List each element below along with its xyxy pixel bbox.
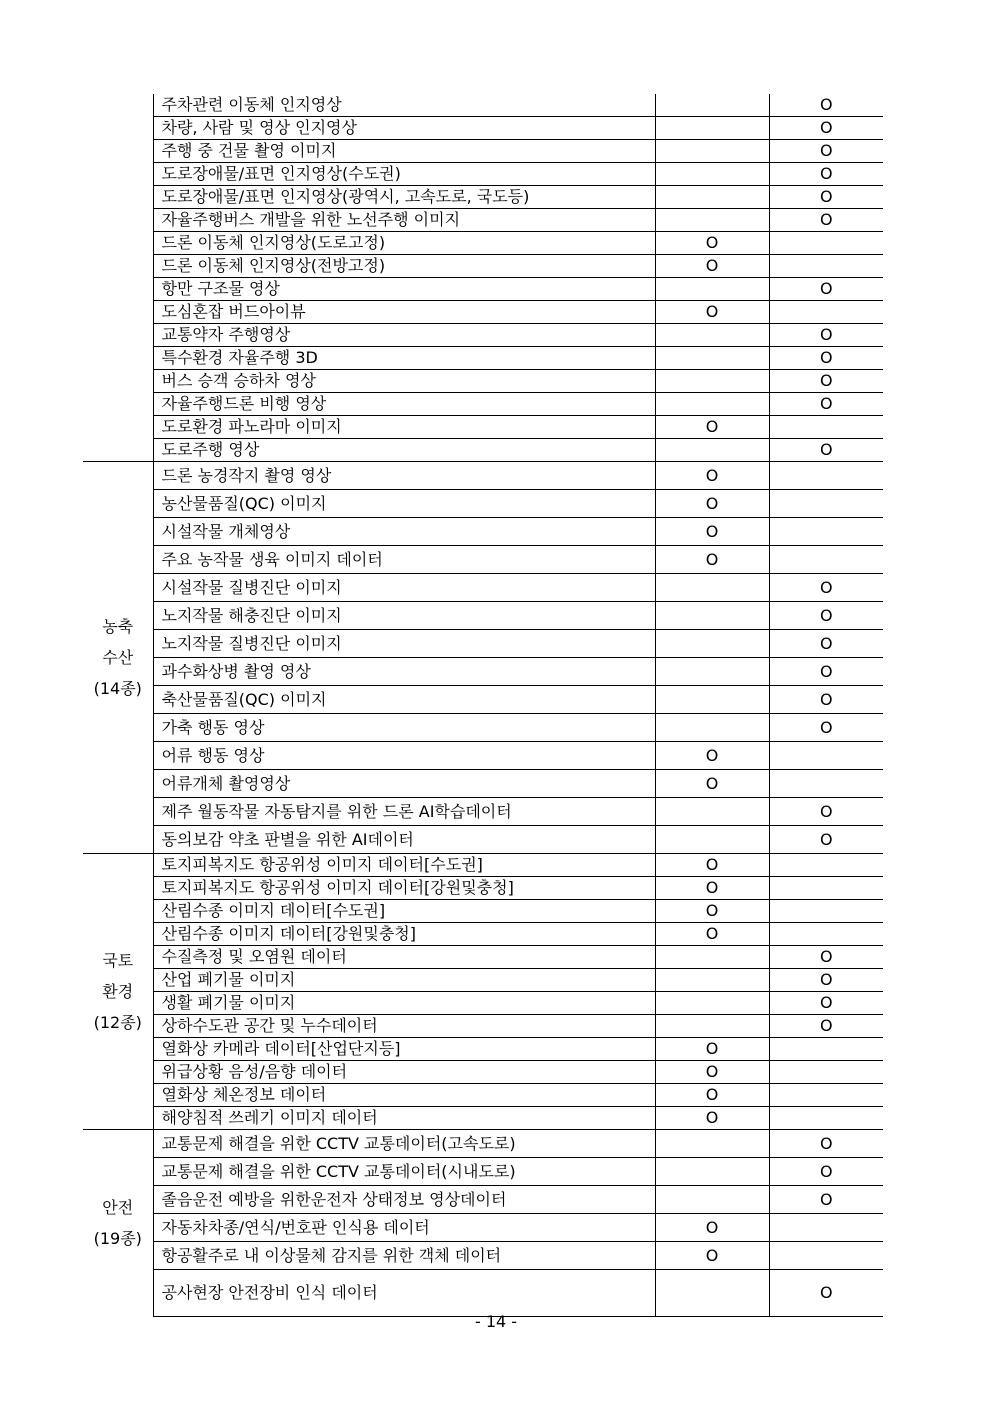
- table-row: [83, 462, 883, 490]
- mark-col-2: O: [769, 140, 883, 163]
- mark-col-1: [655, 686, 769, 714]
- mark-col-2: [769, 877, 883, 900]
- table-row: [83, 877, 883, 900]
- mark-col-1: [655, 602, 769, 630]
- dataset-name: 도로주행 영상: [153, 439, 655, 462]
- page-number: - 14 -: [474, 1312, 518, 1331]
- mark-col-1: [655, 658, 769, 686]
- mark-col-1: O: [655, 1084, 769, 1107]
- mark-col-2: [769, 255, 883, 278]
- table-row: [83, 324, 883, 347]
- mark-col-1: O: [655, 546, 769, 574]
- mark-col-1: [655, 324, 769, 347]
- table-row: [83, 1158, 883, 1186]
- mark-col-2: [769, 742, 883, 770]
- table-row: [83, 370, 883, 393]
- mark-col-2: [769, 900, 883, 923]
- mark-col-2: O: [769, 393, 883, 416]
- mark-col-2: O: [769, 347, 883, 370]
- dataset-name: 자동차차종/연식/번호판 인식용 데이터: [153, 1214, 655, 1242]
- dataset-name: 동의보감 약초 판별을 위한 AI데이터: [153, 826, 655, 854]
- dataset-name: 제주 월동작물 자동탐지를 위한 드론 AI학습데이터: [153, 798, 655, 826]
- mark-col-1: [655, 1158, 769, 1186]
- table-row: [83, 1015, 883, 1038]
- dataset-name: 교통약자 주행영상: [153, 324, 655, 347]
- mark-col-1: [655, 992, 769, 1015]
- mark-col-2: O: [769, 186, 883, 209]
- dataset-name: 버스 승객 승하차 영상: [153, 370, 655, 393]
- mark-col-1: [655, 94, 769, 117]
- category-cell: [83, 1130, 153, 1317]
- mark-col-2: O: [769, 1158, 883, 1186]
- dataset-name: 교통문제 해결을 위한 CCTV 교통데이터(고속도로): [153, 1130, 655, 1158]
- dataset-name: 축산물품질(QC) 이미지: [153, 686, 655, 714]
- dataset-name: 열화상 체온정보 데이터: [153, 1084, 655, 1107]
- mark-col-2: O: [769, 1186, 883, 1214]
- dataset-name: 주행 중 건물 촬영 이미지: [153, 140, 655, 163]
- table-row: [83, 1214, 883, 1242]
- table-row: [83, 969, 883, 992]
- dataset-name: 도로장애물/표면 인지영상(광역시, 고속도로, 국도등): [153, 186, 655, 209]
- mark-col-1: [655, 714, 769, 742]
- table-row: [83, 900, 883, 923]
- dataset-name: 졸음운전 예방을 위한운전자 상태정보 영상데이터: [153, 1186, 655, 1214]
- dataset-table: [83, 94, 883, 1317]
- table-row: [83, 518, 883, 546]
- mark-col-1: O: [655, 742, 769, 770]
- mark-col-1: O: [655, 462, 769, 490]
- dataset-name: 산림수종 이미지 데이터[강원및충청]: [153, 923, 655, 946]
- dataset-name: 드론 농경작지 촬영 영상: [153, 462, 655, 490]
- mark-col-2: [769, 1214, 883, 1242]
- mark-col-2: O: [769, 969, 883, 992]
- table-row: [83, 714, 883, 742]
- table-row: [83, 686, 883, 714]
- mark-col-1: [655, 946, 769, 969]
- mark-col-2: [769, 462, 883, 490]
- mark-col-2: O: [769, 1015, 883, 1038]
- dataset-name: 도로환경 파노라마 이미지: [153, 416, 655, 439]
- mark-col-2: O: [769, 714, 883, 742]
- table-row: [83, 1130, 883, 1158]
- table-row: [83, 232, 883, 255]
- mark-col-2: [769, 1242, 883, 1270]
- table-row: [83, 946, 883, 969]
- mark-col-1: [655, 370, 769, 393]
- table-row: [83, 770, 883, 798]
- table-row: [83, 1242, 883, 1270]
- table-row: [83, 186, 883, 209]
- mark-col-2: [769, 854, 883, 877]
- table-row: [83, 1038, 883, 1061]
- mark-col-1: [655, 209, 769, 232]
- mark-col-2: O: [769, 630, 883, 658]
- table-row: [83, 1186, 883, 1214]
- table-row: [83, 826, 883, 854]
- table-row: [83, 393, 883, 416]
- mark-col-1: [655, 574, 769, 602]
- dataset-name: 토지피복지도 항공위성 이미지 데이터[강원및충청]: [153, 877, 655, 900]
- mark-col-2: O: [769, 798, 883, 826]
- dataset-name: 해양침적 쓰레기 이미지 데이터: [153, 1107, 655, 1130]
- table-row: [83, 163, 883, 186]
- table-row: [83, 546, 883, 574]
- data-table-page: [83, 94, 883, 1317]
- mark-col-2: O: [769, 278, 883, 301]
- dataset-name: 드론 이동체 인지영상(도로고정): [153, 232, 655, 255]
- mark-col-2: [769, 770, 883, 798]
- mark-col-2: [769, 923, 883, 946]
- table-row: [83, 278, 883, 301]
- dataset-name: 시설작물 개체영상: [153, 518, 655, 546]
- dataset-table-body: [83, 94, 883, 1317]
- dataset-name: 항공활주로 내 이상물체 감지를 위한 객체 데이터: [153, 1242, 655, 1270]
- dataset-name: 어류 행동 영상: [153, 742, 655, 770]
- dataset-name: 수질측정 및 오염원 데이터: [153, 946, 655, 969]
- mark-col-2: O: [769, 370, 883, 393]
- mark-col-2: O: [769, 94, 883, 117]
- mark-col-2: O: [769, 574, 883, 602]
- dataset-name: 주차관련 이동체 인지영상: [153, 94, 655, 117]
- table-row: [83, 1107, 883, 1130]
- mark-col-2: [769, 518, 883, 546]
- mark-col-1: [655, 969, 769, 992]
- mark-col-1: O: [655, 301, 769, 324]
- dataset-name: 생활 폐기물 이미지: [153, 992, 655, 1015]
- mark-col-1: [655, 117, 769, 140]
- mark-col-1: [655, 1186, 769, 1214]
- dataset-name: 농산물품질(QC) 이미지: [153, 490, 655, 518]
- mark-col-1: O: [655, 232, 769, 255]
- dataset-name: 열화상 카메라 데이터[산업단지등]: [153, 1038, 655, 1061]
- mark-col-1: [655, 1015, 769, 1038]
- category-cell: [83, 94, 153, 462]
- mark-col-2: [769, 301, 883, 324]
- category-cell: [83, 854, 153, 1130]
- category-cell: [83, 462, 153, 854]
- dataset-name: 상하수도관 공간 및 누수데이터: [153, 1015, 655, 1038]
- mark-col-1: O: [655, 490, 769, 518]
- table-row: [83, 255, 883, 278]
- mark-col-1: [655, 186, 769, 209]
- mark-col-1: [655, 1270, 769, 1317]
- category-label: 농축 수산 (14종): [93, 617, 142, 698]
- mark-col-2: O: [769, 117, 883, 140]
- mark-col-2: O: [769, 439, 883, 462]
- mark-col-2: O: [769, 826, 883, 854]
- table-row: [83, 1270, 883, 1317]
- dataset-name: 어류개체 촬영영상: [153, 770, 655, 798]
- mark-col-2: O: [769, 163, 883, 186]
- mark-col-2: O: [769, 658, 883, 686]
- dataset-name: 시설작물 질병진단 이미지: [153, 574, 655, 602]
- dataset-name: 산업 폐기물 이미지: [153, 969, 655, 992]
- mark-col-2: [769, 1061, 883, 1084]
- mark-col-1: [655, 630, 769, 658]
- mark-col-1: O: [655, 900, 769, 923]
- table-row: [83, 923, 883, 946]
- table-row: [83, 301, 883, 324]
- table-row: [83, 490, 883, 518]
- mark-col-1: O: [655, 1107, 769, 1130]
- table-row: [83, 658, 883, 686]
- table-row: [83, 140, 883, 163]
- mark-col-1: O: [655, 1061, 769, 1084]
- mark-col-1: O: [655, 255, 769, 278]
- mark-col-2: O: [769, 1130, 883, 1158]
- mark-col-2: [769, 232, 883, 255]
- dataset-name: 공사현장 안전장비 인식 데이터: [153, 1270, 655, 1317]
- dataset-name: 드론 이동체 인지영상(전방고정): [153, 255, 655, 278]
- mark-col-2: O: [769, 602, 883, 630]
- table-row: [83, 1084, 883, 1107]
- table-row: [83, 742, 883, 770]
- mark-col-2: O: [769, 209, 883, 232]
- dataset-name: 위급상황 음성/음향 데이터: [153, 1061, 655, 1084]
- mark-col-1: O: [655, 518, 769, 546]
- category-label: 안전 (19종): [93, 1198, 142, 1249]
- dataset-name: 과수화상병 촬영 영상: [153, 658, 655, 686]
- mark-col-1: O: [655, 923, 769, 946]
- mark-col-1: [655, 140, 769, 163]
- mark-col-2: O: [769, 1270, 883, 1317]
- table-row: [83, 992, 883, 1015]
- table-row: [83, 209, 883, 232]
- table-row: [83, 630, 883, 658]
- mark-col-1: [655, 826, 769, 854]
- mark-col-1: [655, 1130, 769, 1158]
- dataset-name: 자율주행버스 개발을 위한 노선주행 이미지: [153, 209, 655, 232]
- mark-col-1: O: [655, 877, 769, 900]
- dataset-name: 특수환경 자율주행 3D: [153, 347, 655, 370]
- dataset-name: 도심혼잡 버드아이뷰: [153, 301, 655, 324]
- mark-col-2: [769, 1084, 883, 1107]
- mark-col-1: O: [655, 1242, 769, 1270]
- dataset-name: 교통문제 해결을 위한 CCTV 교통데이터(시내도로): [153, 1158, 655, 1186]
- table-row: [83, 854, 883, 877]
- dataset-name: 노지작물 질병진단 이미지: [153, 630, 655, 658]
- mark-col-2: [769, 1038, 883, 1061]
- table-row: [83, 117, 883, 140]
- dataset-name: 도로장애물/표면 인지영상(수도권): [153, 163, 655, 186]
- dataset-name: 토지피복지도 항공위성 이미지 데이터[수도권]: [153, 854, 655, 877]
- mark-col-1: [655, 278, 769, 301]
- table-row: [83, 574, 883, 602]
- dataset-name: 자율주행드론 비행 영상: [153, 393, 655, 416]
- category-label: 국토 환경 (12종): [93, 951, 142, 1032]
- table-row: [83, 439, 883, 462]
- mark-col-2: O: [769, 946, 883, 969]
- table-row: [83, 602, 883, 630]
- table-row: [83, 416, 883, 439]
- mark-col-2: [769, 490, 883, 518]
- mark-col-1: [655, 798, 769, 826]
- mark-col-1: [655, 347, 769, 370]
- dataset-name: 주요 농작물 생육 이미지 데이터: [153, 546, 655, 574]
- mark-col-2: [769, 546, 883, 574]
- dataset-name: 가축 행동 영상: [153, 714, 655, 742]
- mark-col-1: O: [655, 1214, 769, 1242]
- mark-col-2: O: [769, 324, 883, 347]
- dataset-name: 차량, 사람 및 영상 인지영상: [153, 117, 655, 140]
- table-row: [83, 347, 883, 370]
- table-row: [83, 798, 883, 826]
- dataset-name: 노지작물 해충진단 이미지: [153, 602, 655, 630]
- table-row: [83, 94, 883, 117]
- mark-col-1: O: [655, 770, 769, 798]
- mark-col-2: [769, 1107, 883, 1130]
- mark-col-1: O: [655, 1038, 769, 1061]
- mark-col-1: O: [655, 416, 769, 439]
- mark-col-2: O: [769, 686, 883, 714]
- mark-col-1: [655, 393, 769, 416]
- mark-col-2: [769, 416, 883, 439]
- table-row: [83, 1061, 883, 1084]
- mark-col-1: [655, 439, 769, 462]
- mark-col-2: O: [769, 992, 883, 1015]
- dataset-name: 항만 구조물 영상: [153, 278, 655, 301]
- dataset-name: 산림수종 이미지 데이터[수도권]: [153, 900, 655, 923]
- mark-col-1: [655, 163, 769, 186]
- mark-col-1: O: [655, 854, 769, 877]
